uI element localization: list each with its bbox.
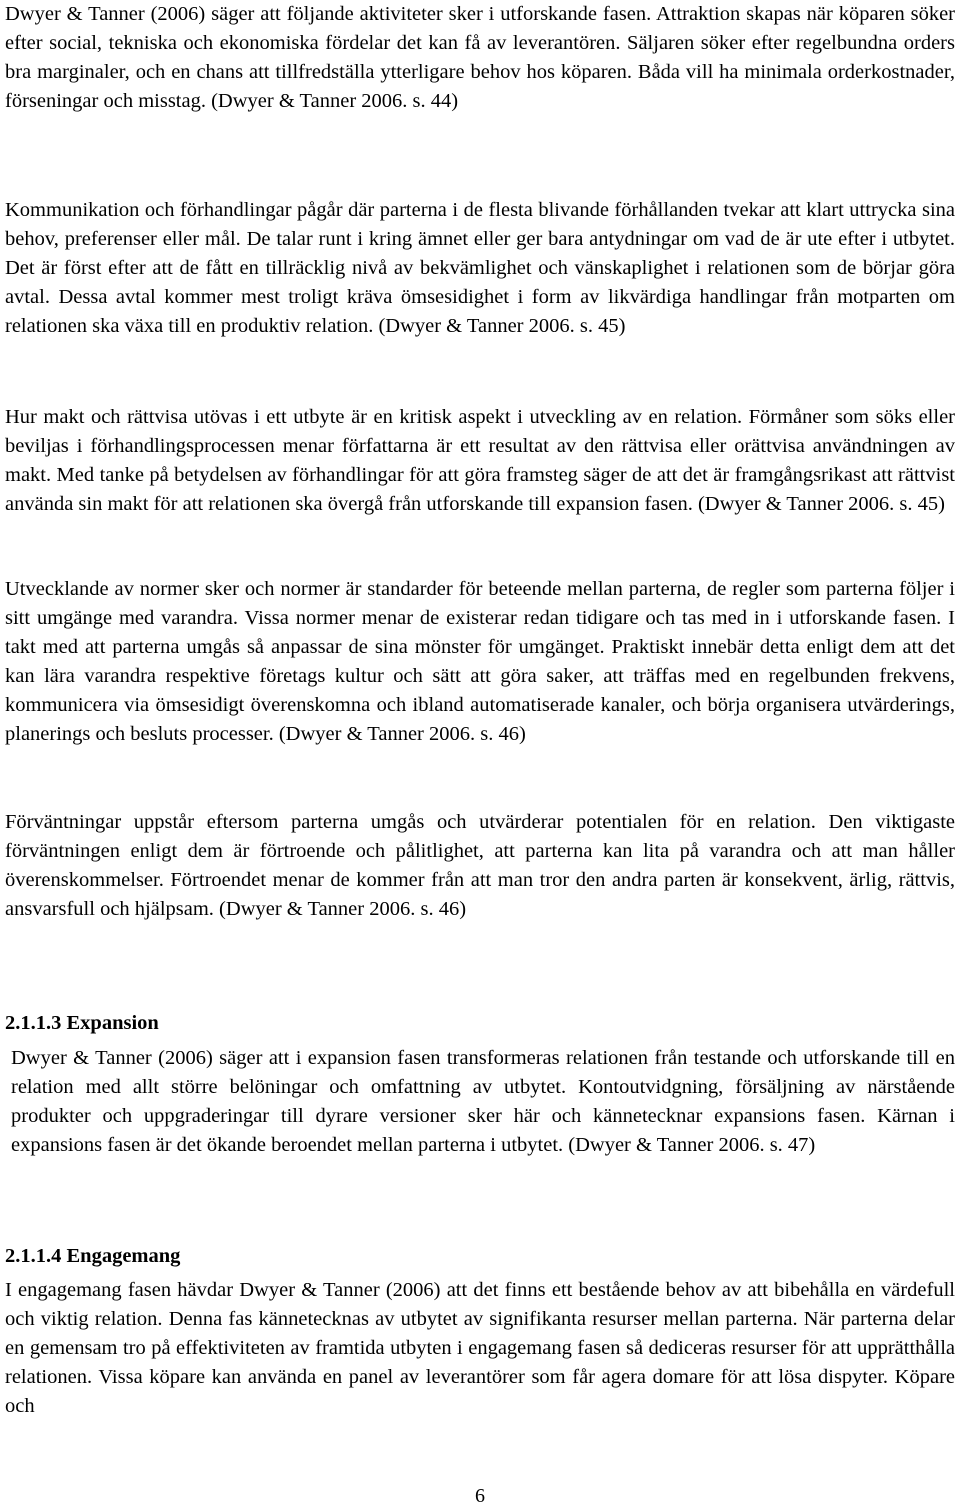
paragraph-normer: Utvecklande av normer sker och normer är standarder för beteende mellan parterna, de regler som parterna följer i sitt umgänge med varandra. Vissa normer menar de existerar redan tidigare och tas med in i utforskande fasen. I takt med att parterna umgås så anpassar de sina mönster för umgänget. Praktiskt innebär detta enligt dem att det kan lära varandra respektive företags kultur och sätt att göra saker, att träffas med en regelbunden frekvens, kommunicera via ömsesidigt överenskomna och ibland automatiserade kanaler, och börja organisera utvärderings, planerings och besluts processer. (Dwyer & Tanner 2006. s. 46) — [5, 578, 955, 745]
paragraph-expansion: Dwyer & Tanner (2006) säger att i expansion fasen transformeras relationen från testande och utforskande till en relation med allt större belöningar och omfattning av utbytet. Kontoutvidgning, försäljning av närstående produkter och uppgraderingar till dyrare versioner sker här och kännetecknar expansions fasen. Kärnan i expansions fasen är det ökande beroendet mellan parterna i utbytet. (Dwyer & Tanner 2006. s. 47) — [11, 1047, 955, 1156]
document-page — [5, 0, 955, 1509]
paragraph-engagemang: I engagemang fasen hävdar Dwyer & Tanner (2006) att det finns ett bestående behov av att bibehålla en värdefull och viktig relation. Denna fas kännetecknas av utbytet av signifikanta resurser mellan parterna. När parterna delar en gemensam tro på effektiviteten av framtida utbyten i engagemang fasen så dediceras resurser för att upprätthålla relationen. Vissa köpare kan använda en panel av leverantörer som får agera domare för att lösa dispyter. Köpare och — [5, 1279, 955, 1417]
paragraph-kommunikation: Kommunikation och förhandlingar pågår där parterna i de flesta blivande förhållanden tvekar att klart uttrycka sina behov, preferenser eller mål. De talar runt i kring ämnet eller ger bara antydningar om vad de är ute efter i utbytet. Det är först efter att de fått en tillräcklig nivå av bekvämlighet och vänskaplighet i relationen som de börjar göra avtal. Dessa avtal kommer mest troligt kräva ömsesidighet i form av likvärdiga handlingar från motparten om relationen ska växa till en produktiv relation. (Dwyer & Tanner 2006. s. 45) — [5, 199, 955, 337]
section-heading-expansion: 2.1.1.3 Expansion — [5, 1012, 159, 1034]
paragraph-utforskande-aktiviteter: Dwyer & Tanner (2006) säger att följande aktiviteter sker i utforskande fasen. Attraktion skapas när köparen söker efter social, tekniska och ekonomiska fördelar det kan få av leverantören. Säljaren söker efter regelbundna orders bra marginaler, och en chans att tillfredställa ytterligare behov hos köparen. Båda vill ha minimala orderkostnader, förseningar och misstag. (Dwyer & Tanner 2006. s. 44) — [5, 3, 955, 112]
paragraph-forvantningar: Förväntningar uppstår eftersom parterna umgås och utvärderar potentialen för en relation. Den viktigaste förväntningen enligt dem är förtroende och pålitlighet, att parterna kan lita på varandra och att man håller överenskommelser. Förtroendet menar de kommer från att man tror den andra parten är konsekvent, ärlig, rättvis, ansvarsfull och hjälpsam. (Dwyer & Tanner 2006. s. 46) — [5, 811, 955, 920]
section-heading-engagemang: 2.1.1.4 Engagemang — [5, 1245, 181, 1267]
paragraph-makt-rattvisa: Hur makt och rättvisa utövas i ett utbyte är en kritisk aspekt i utveckling av en relation. Förmåner som söks eller beviljas i förhandlingsprocessen menar författarna är ett resultat av den rättvisa eller orättvisa användningen av makt. Med tanke på betydelsen av förhandlingar för att göra framsteg säger de att det är framgångsrikast att rättvist använda sin makt för att relationen ska övergå från utforskande till expansion fasen. (Dwyer & Tanner 2006. s. 45) — [5, 406, 955, 515]
page-number: 6 — [475, 1485, 485, 1507]
